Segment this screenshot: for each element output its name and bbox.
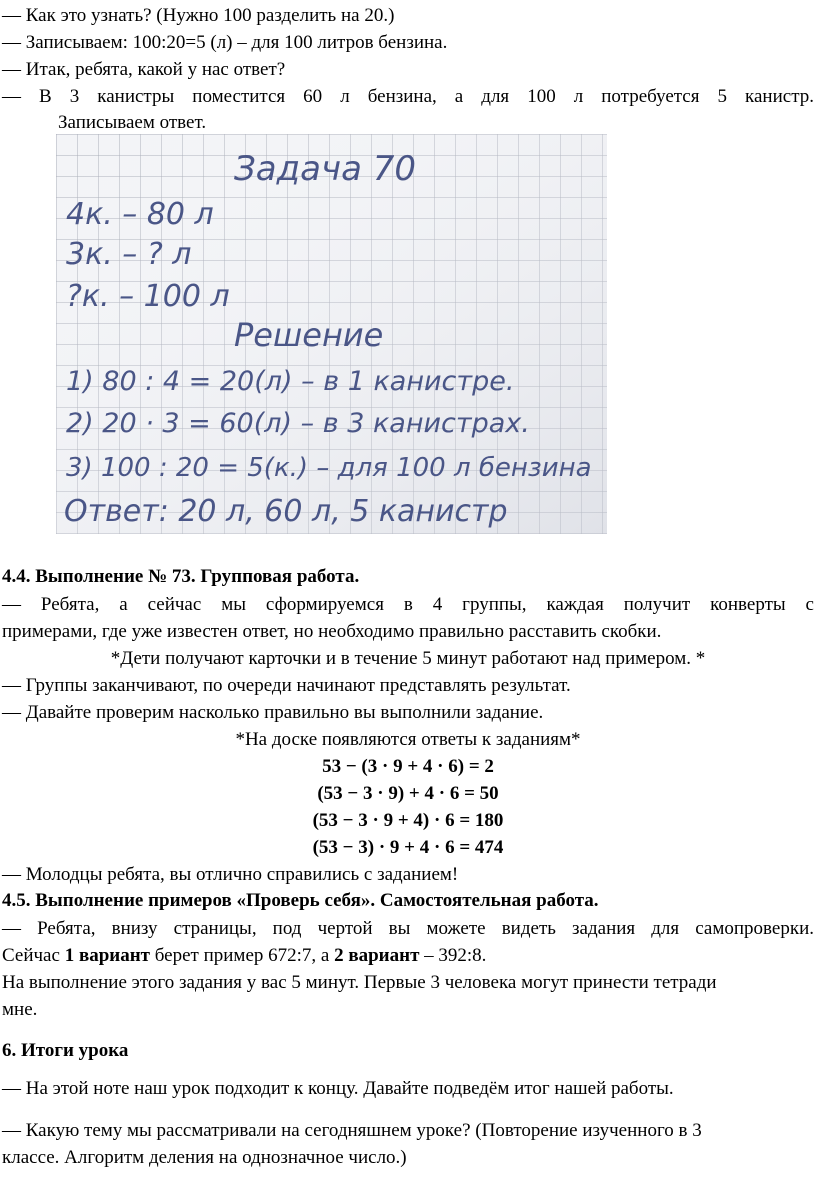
stage-note: *Дети получают карточки и в течение 5 минут работают над примером. * bbox=[110, 648, 706, 669]
equation: (53 − 3 · 9) + 4 · 6 = 50 bbox=[317, 783, 499, 804]
variant-2-label: 2 вариант bbox=[334, 945, 420, 966]
dialogue-line: — Как это узнать? (Нужно 100 разделить на 20.) bbox=[2, 5, 395, 26]
dialogue-line: — Итак, ребята, какой у нас ответ? bbox=[2, 59, 286, 80]
paragraph-line bbox=[2, 943, 814, 969]
paragraph-line: На выполнение этого задания у вас 5 минут. Первые 3 человека могут принести тетради bbox=[2, 972, 717, 993]
condition-line: 4к. – 80 л bbox=[66, 197, 214, 232]
paragraph-line: мне. bbox=[2, 999, 38, 1020]
section-heading: 6. Итоги урока bbox=[2, 1040, 129, 1061]
paragraph-line: — На этой ноте наш урок подходит к концу. Давайте подведём итог нашей работы. bbox=[2, 1078, 674, 1099]
text-run: берет пример 672:7, а bbox=[150, 945, 335, 966]
paragraph-line: — Давайте проверим насколько правильно вы выполнили задание. bbox=[2, 702, 544, 723]
paragraph-line: классе. Алгоритм деления на однозначное число.) bbox=[2, 1147, 407, 1168]
equation: (53 − 3) · 9 + 4 · 6 = 474 bbox=[312, 837, 504, 858]
notebook-photo bbox=[56, 134, 607, 534]
equation: 53 − (3 · 9 + 4 · 6) = 2 bbox=[322, 756, 494, 777]
notebook-grid bbox=[56, 134, 607, 534]
paragraph-line: — Ребята, внизу страницы, под чертой вы можете видеть задания для самопроверки. bbox=[2, 918, 814, 939]
paragraph-line: примерами, где уже известен ответ, но необходимо правильно расставить скобки. bbox=[2, 621, 662, 642]
solution-label: Решение bbox=[234, 316, 384, 354]
dialogue-line: Записываем ответ. bbox=[58, 112, 207, 133]
paragraph-line: — Какую тему мы рассматривали на сегодняшнем уроке? (Повторение изученного в 3 bbox=[2, 1120, 702, 1141]
condition-line: ?к. – 100 л bbox=[66, 279, 230, 314]
text-run: – 392:8. bbox=[419, 945, 487, 966]
solution-step: 3) 100 : 20 = 5(к.) – для 100 л бензина bbox=[66, 453, 592, 483]
paragraph-line: — Молодцы ребята, вы отлично справились с заданием! bbox=[2, 864, 459, 885]
solution-step: 1) 80 : 4 = 20(л) – в 1 канистре. bbox=[66, 366, 515, 397]
solution-step: 2) 20 · 3 = 60(л) – в 3 канистрах. bbox=[66, 408, 530, 439]
notebook-title: Задача 70 bbox=[234, 149, 416, 189]
variant-1-label: 1 вариант bbox=[64, 945, 150, 966]
section-heading: 4.4. Выполнение № 73. Групповая работа. bbox=[2, 566, 360, 587]
answer-line: Ответ: 20 л, 60 л, 5 канистр bbox=[64, 494, 508, 529]
equation: (53 − 3 · 9 + 4) · 6 = 180 bbox=[312, 810, 504, 831]
section-heading: 4.5. Выполнение примеров «Проверь себя». Самостоятельная работа. bbox=[2, 890, 599, 911]
text-run: Сейчас bbox=[2, 945, 65, 966]
stage-note: *На доске появляются ответы к заданиям* bbox=[235, 729, 581, 750]
dialogue-line: — Записываем: 100:20=5 (л) – для 100 литров бензина. bbox=[2, 32, 448, 53]
dialogue-line: — В 3 канистры поместится 60 л бензина, а для 100 л потребуется 5 канистр. bbox=[2, 86, 814, 107]
condition-line: 3к. – ? л bbox=[66, 237, 192, 272]
paragraph-line: — Группы заканчивают, по очереди начинают представлять результат. bbox=[2, 675, 571, 696]
paragraph-line: — Ребята, а сейчас мы сформируемся в 4 группы, каждая получит конверты с bbox=[2, 594, 814, 615]
